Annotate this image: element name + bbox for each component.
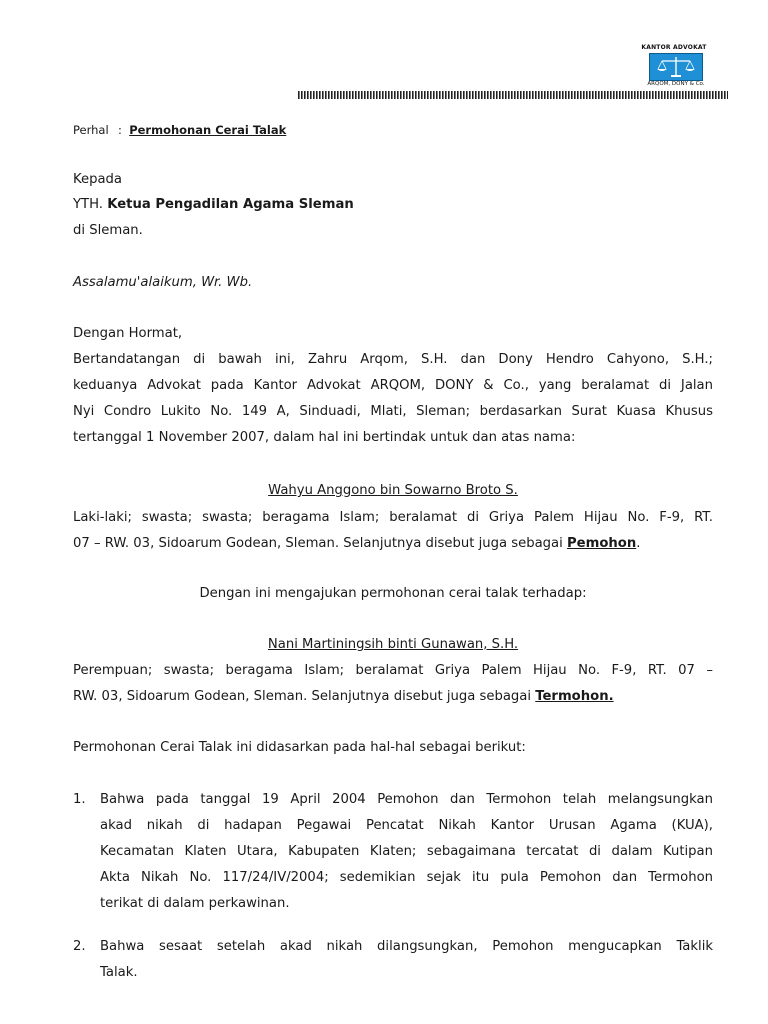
pemohon-line: Laki-laki; swasta; swasta; beragama Islam; beralamat di Griya Palem Hijau No. F-9, RT. <box>73 510 713 525</box>
opening-line: tertanggal 1 November 2007, dalam hal ini bertindak untuk dan atas nama: <box>73 430 576 445</box>
addressee-location: di Sleman. <box>73 223 143 238</box>
opening-line: Bertandatangan di bawah ini, Zahru Arqom, S.H. dan Dony Hendro Cahyono, S.H.; <box>73 352 713 367</box>
opening-paragraph <box>73 347 713 451</box>
termohon-line-text: RW. 03, Sidoarum Godean, Sleman. Selanjutnya disebut juga sebagai <box>73 689 532 704</box>
salutation: Dengan Hormat, <box>73 326 183 341</box>
pemohon-role: Pemohon <box>567 536 637 551</box>
point-line: Bahwa sesaat setelah akad nikah dilangsungkan, Pemohon mengucapkan Taklik <box>100 939 713 954</box>
termohon-name: Nani Martiningsih binti Gunawan, S.H. <box>267 637 519 652</box>
scales-of-justice-icon <box>649 53 703 81</box>
pemohon-details <box>73 505 713 557</box>
point-body <box>100 787 713 917</box>
pemohon-role-suffix: . <box>636 536 641 551</box>
subject-line <box>73 123 286 137</box>
pemohon-name: Wahyu Anggono bin Sowarno Broto S. <box>268 483 518 498</box>
point-number: 2. <box>73 939 86 954</box>
point-line: Bahwa pada tanggal 19 April 2004 Pemohon dan Termohon telah melangsungkan <box>100 792 713 807</box>
point-number: 1. <box>73 792 86 807</box>
basis-intro: Permohonan Cerai Talak ini didasarkan pada hal-hal sebagai berikut: <box>73 740 526 755</box>
addressee-recipient-line <box>73 192 354 218</box>
point-line: Kecamatan Klaten Utara, Kabupaten Klaten; sebagaimana tercatat di dalam Kutipan <box>100 844 713 859</box>
greeting: Assalamu'alaikum, Wr. Wb. <box>73 275 253 290</box>
recipient-name: Ketua Pengadilan Agama Sleman <box>107 197 354 212</box>
logo-top-text: KANTOR ADVOKAT <box>641 44 707 51</box>
pemohon-line-text: 07 – RW. 03, Sidoarum Godean, Sleman. Selanjutnya disebut juga sebagai <box>73 536 563 551</box>
point-line: Akta Nikah No. 117/24/IV/2004; sedemikian sejak itu pula Pemohon dan Termohon <box>100 870 713 885</box>
opening-line: keduanya Advokat pada Kantor Advokat ARQOM, DONY & Co., yang beralamat di Jalan <box>73 378 713 393</box>
addressee-kepada: Kepada <box>73 172 123 187</box>
termohon-details <box>73 658 713 710</box>
termohon-line-2 <box>73 684 713 710</box>
point-body <box>100 934 713 986</box>
termohon-role: Termohon. <box>535 689 614 704</box>
subject-separator: : <box>118 123 122 137</box>
yth-prefix: YTH. <box>73 197 103 212</box>
termohon-intro: Dengan ini mengajukan permohonan cerai talak terhadap: <box>199 586 587 601</box>
point-line: Talak. <box>100 965 138 980</box>
point-line: akad nikah di hadapan Pegawai Pencatat Nikah Kantor Urusan Agama (KUA), <box>100 818 713 833</box>
logo-bottom-text: ARQOM, DONY & Co. <box>647 81 705 87</box>
letterhead-divider <box>298 91 728 99</box>
subject-text: Permohonan Cerai Talak <box>129 123 287 137</box>
opening-line: Nyi Condro Lukito No. 149 A, Sinduadi, Mlati, Sleman; berdasarkan Surat Kuasa Khusus <box>73 404 713 419</box>
firm-logo <box>639 44 709 90</box>
subject-label: Perhal <box>73 123 109 137</box>
point-line: terikat di dalam perkawinan. <box>100 896 290 911</box>
termohon-line: Perempuan; swasta; beragama Islam; beralamat Griya Palem Hijau No. F-9, RT. 07 – <box>73 663 713 678</box>
pemohon-line-2 <box>73 531 713 557</box>
